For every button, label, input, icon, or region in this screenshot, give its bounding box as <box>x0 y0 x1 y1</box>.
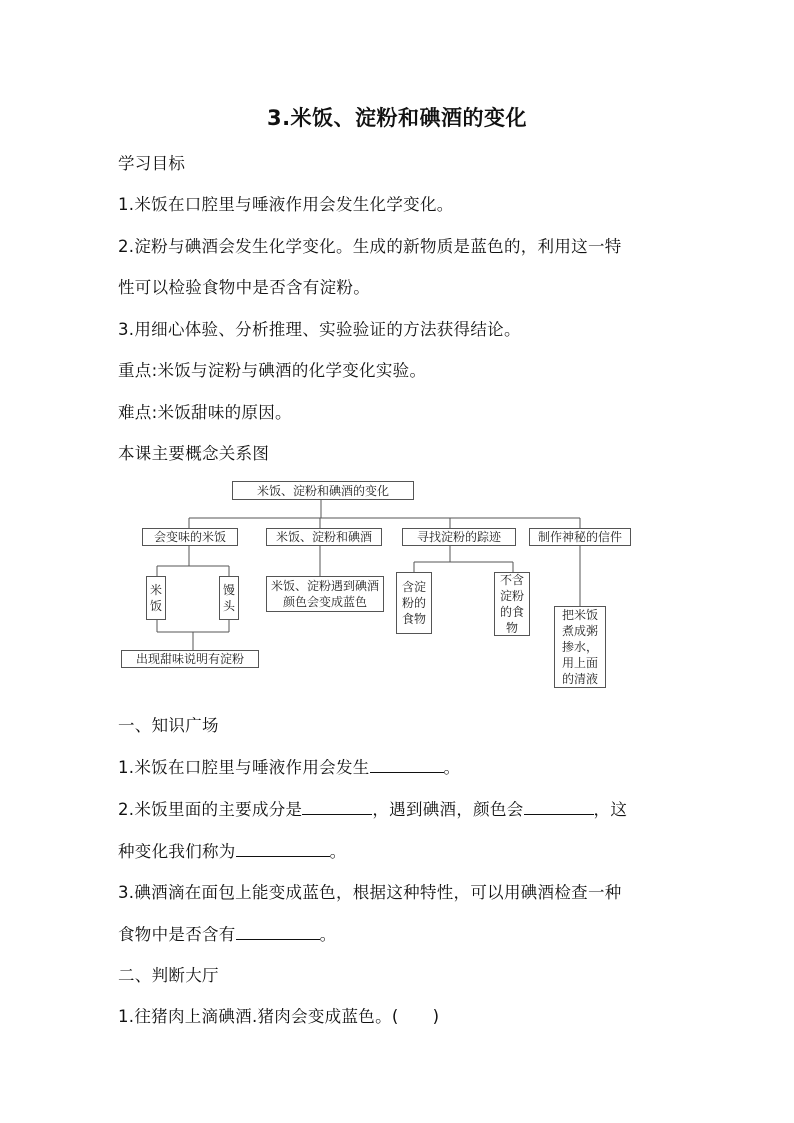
diagram-branch-1: 会变味的米饭 <box>142 528 238 546</box>
question-text: 2.米饭里面的主要成分是 <box>118 800 303 819</box>
question-text: 食物中是否含有 <box>118 925 236 944</box>
section-1-heading: 一、知识广场 <box>118 716 219 735</box>
question-1-1 <box>118 754 460 778</box>
answer-blank[interactable] <box>302 798 372 815</box>
goal-3: 3.用细心体验、分析推理、实验验证的方法获得结论。 <box>118 320 521 339</box>
diagram-branch-3: 寻找淀粉的踪迹 <box>402 528 516 546</box>
answer-blank[interactable] <box>524 798 594 815</box>
diagram-branch-4: 制作神秘的信件 <box>529 528 631 546</box>
diagram-no-starch-food: 不含淀粉的食物 <box>494 572 530 636</box>
diagram-iodine-result: 米饭、淀粉遇到碘酒颜色会变成蓝色 <box>266 576 384 612</box>
question-text: ，这 <box>593 800 628 819</box>
goal-2: 2.淀粉与碘酒会发生化学变化。生成的新物质是蓝色的，利用这一特 <box>118 237 622 256</box>
goal-2-continued: 性可以检验食物中是否含有淀粉。 <box>118 278 370 297</box>
question-1-2-continued <box>118 838 346 862</box>
question-text: 1.米饭在口腔里与唾液作用会发生 <box>118 758 370 777</box>
diagram-letter-method: 把米饭煮成粥掺水，用上面的清液 <box>554 606 606 688</box>
key-point: 重点:米饭与淀粉与碘酒的化学变化实验。 <box>118 361 427 380</box>
question-1-2 <box>118 796 627 820</box>
question-text: 。 <box>443 758 461 777</box>
diagram-rice-box: 米饭 <box>146 576 166 620</box>
question-text: ，遇到碘酒，颜色会 <box>372 800 524 819</box>
goals-heading: 学习目标 <box>118 154 186 173</box>
difficult-point: 难点:米饭甜味的原因。 <box>118 403 292 422</box>
question-text: 种变化我们称为 <box>118 842 236 861</box>
question-text: 。 <box>329 842 347 861</box>
question-text: 1.往猪肉上滴碘酒.猪肉会变成蓝色。( <box>118 1007 399 1026</box>
answer-blank[interactable] <box>236 840 330 857</box>
diagram-starch-food: 含淀粉的食物 <box>396 572 432 634</box>
question-text: 。 <box>319 925 337 944</box>
question-1-3-continued <box>118 921 336 945</box>
concept-diagram <box>120 476 634 692</box>
diagram-bun-box: 馒头 <box>219 576 239 620</box>
diagram-root: 米饭、淀粉和碘酒的变化 <box>232 481 414 500</box>
answer-blank[interactable] <box>236 923 320 940</box>
diagram-branch-2: 米饭、淀粉和碘酒 <box>266 528 382 546</box>
diagram-heading: 本课主要概念关系图 <box>118 444 270 463</box>
question-1-3: 3.碘酒滴在面包上能变成蓝色，根据这种特性，可以用碘酒检查一种 <box>118 883 622 902</box>
section-2-heading: 二、判断大厅 <box>118 966 219 985</box>
page-title: 3.米饭、淀粉和碘酒的变化 <box>266 106 528 130</box>
question-text: ) <box>432 1007 440 1026</box>
diagram-sweet-result: 出现甜味说明有淀粉 <box>121 650 259 668</box>
question-2-1 <box>118 1003 439 1027</box>
answer-blank[interactable] <box>370 756 444 773</box>
goal-1: 1.米饭在口腔里与唾液作用会发生化学变化。 <box>118 195 454 214</box>
